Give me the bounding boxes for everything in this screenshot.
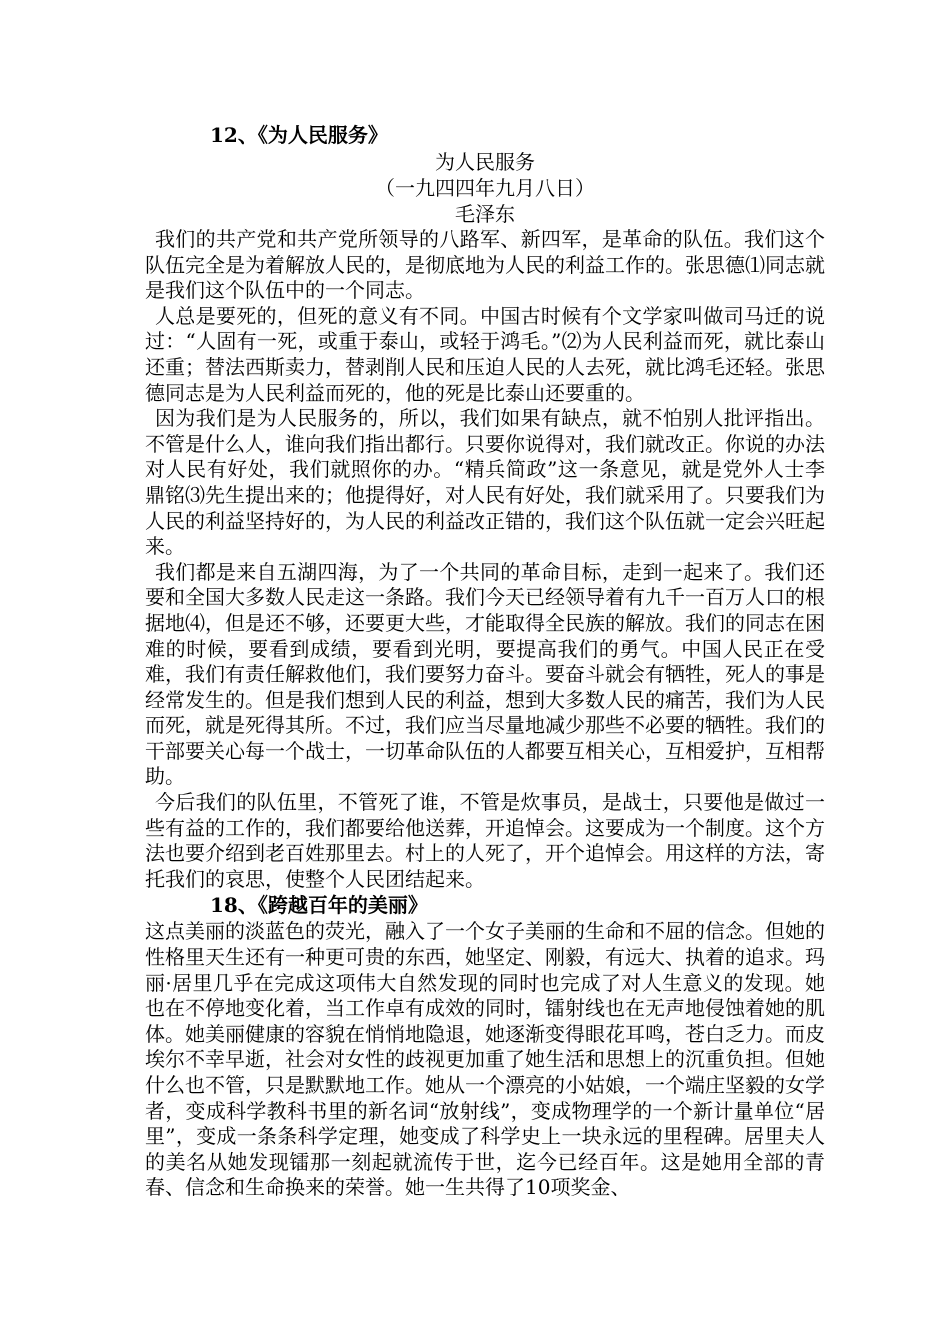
paragraph: 今后我们的队伍里，不管死了谁，不管是炊事员，是战士，只要他是做过一些有益的工作的，我们都要给他送葬，开追悼会。这要成为一个制度。这个方法也要介绍到老百姓那里去。村上的人死了，开个追悼会。用这样的方法，寄托我们的哀思，使整个人民团结起来。: [145, 790, 825, 891]
document-content: [145, 122, 825, 1201]
article-date: （一九四四年九月八日）: [375, 176, 595, 200]
paragraph: 人总是要死的，但死的意义有不同。中国古时候有个文学家叫做司马迁的说过：“人固有一死，或重于泰山，或轻于鸿毛。”⑵为人民利益而死，就比泰山还重；替法西斯卖力，替剥削人民和压迫人民的人去死，就比鸿毛还轻。张思德同志是为人民利益而死的，他的死是比泰山还要重的。: [145, 303, 825, 405]
paragraph: 这点美丽的淡蓝色的荧光，融入了一个女子美丽的生命和不屈的信念。但她的性格里天生还有一种更可贵的东西，她坚定、刚毅，有远大、执着的追求。玛丽·居里几乎在完成这项伟大自然发现的同时也完成了对人生意义的发现。她也在不停地变化着，当工作卓有成效的同时，镭射线也在无声地侵蚀着她的肌体。她美丽健康的容貌在悄悄地隐退，她逐渐变得眼花耳鸣，苍白乏力。而皮埃尔不幸早逝，社会对女性的歧视更加重了她生活和思想上的沉重负担。但她什么也不管，只是默默地工作。她从一个漂亮的小姑娘，一个端庄坚毅的女学者，变成科学教科书里的新名词“放射线”，变成物理学的一个新计量单位“居里”，变成一条条科学定理，她变成了科学史上一块永远的里程碑。居里夫人的美名从她发现镭那一刻起就流传于世，迄今已经百年。这是她用全部的青春、信念和生命换来的荣誉。她一生共得了10项奖金、: [145, 919, 825, 1200]
paragraph: 因为我们是为人民服务的，所以，我们如果有缺点，就不怕别人批评指出。不管是什么人，谁向我们指出都行。只要你说得对，我们就改正。你说的办法对人民有好处，我们就照你的办。“精兵简政”这一条意见，就是党外人士李鼎铭⑶先生提出来的；他提得好，对人民有好处，我们就采用了。只要我们为人民的利益坚持好的，为人民的利益改正错的，我们这个队伍就一定会兴旺起来。: [145, 406, 825, 559]
paragraph: 我们的共产党和共产党所领导的八路军、新四军，是革命的队伍。我们这个队伍完全是为着解放人民的，是彻底地为人民的利益工作的。张思德⑴同志就是我们这个队伍中的一个同志。: [145, 227, 825, 303]
section-heading-2: 18、《跨越百年的美丽》: [210, 893, 428, 918]
paragraph: 我们都是来自五湖四海，为了一个共同的革命目标，走到一起来了。我们还要和全国大多数人民走这一条路。我们今天已经领导着有九千一百万人口的根据地⑷，但是还不够，还要更大些，才能取得全民族的解放。我们的同志在困难的时候，要看到成绩，要看到光明，要提高我们的勇气。中国人民正在受难，我们有责任解救他们，我们要努力奋斗。要奋斗就会有牺牲，死人的事是经常发生的。但是我们想到人民的利益，想到大多数人民的痛苦，我们为人民而死，就是死得其所。不过，我们应当尽量地减少那些不必要的牺牲。我们的干部要关心每一个战士，一切革命队伍的人都要互相关心，互相爱护，互相帮助。: [145, 559, 825, 789]
section-heading-1: 12、《为人民服务》: [210, 123, 388, 147]
article-title: 为人民服务: [435, 150, 535, 174]
article-author: 毛泽东: [455, 202, 515, 226]
